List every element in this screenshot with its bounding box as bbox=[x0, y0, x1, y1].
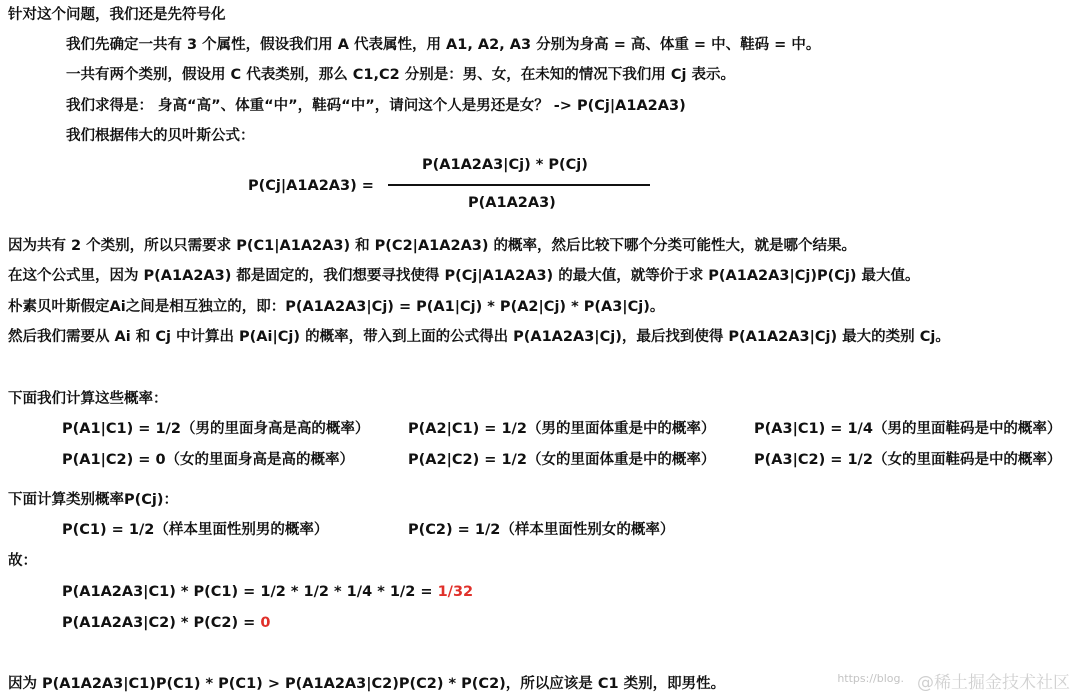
prob-a1-c1: P(A1|C1) = 1/2（男的里面身高是高的概率） bbox=[62, 421, 370, 437]
explanation-line-4: 然后我们需要从 Ai 和 Cj 中计算出 P(Ai|Cj) 的概率，带入到上面的公式得出 P(A1A2A3|Cj)，最后找到使得 P(A1A2A3|Cj) 最大的类别 Cj。 bbox=[8, 329, 950, 345]
intro-line-4: 我们根据伟大的贝叶斯公式： bbox=[66, 128, 255, 144]
intro-line-1: 我们先确定一共有 3 个属性，假设我们用 A 代表属性，用 A1, A2, A3 分别为身高 = 高、体重 = 中、鞋码 = 中。 bbox=[66, 37, 821, 53]
intro-line-2: 一共有两个类别，假设用 C 代表类别，那么 C1,C2 分别是：男、女，在未知的情况下我们用 Cj 表示。 bbox=[66, 67, 736, 83]
prob-c1: P(C1) = 1/2（样本里面性别男的概率） bbox=[62, 522, 329, 538]
result-c1 bbox=[62, 582, 473, 602]
prob-c2: P(C2) = 1/2（样本里面性别女的概率） bbox=[408, 522, 675, 538]
explanation-line-2: 在这个公式里，因为 P(A1A2A3) 都是固定的，我们想要寻找使得 P(Cj|A1A2A3) 的最大值，就等价于求 P(A1A2A3|Cj)P(Cj) 最大值。 bbox=[8, 268, 920, 284]
prob-a3-c1: P(A3|C1) = 1/4（男的里面鞋码是中的概率） bbox=[754, 421, 1062, 437]
result-c1-value: 1/32 bbox=[437, 584, 474, 600]
prob-a2-c1: P(A2|C1) = 1/2（男的里面体重是中的概率） bbox=[408, 421, 716, 437]
formula-numerator: P(A1A2A3|Cj) * P(Cj) bbox=[422, 157, 588, 173]
probs-heading: 下面我们计算这些概率： bbox=[8, 391, 168, 407]
explanation-line-1: 因为共有 2 个类别，所以只需要求 P(C1|A1A2A3) 和 P(C2|A1A2A3) 的概率，然后比较下哪个分类可能性大，就是哪个结果。 bbox=[8, 238, 857, 254]
explanation-line-3: 朴素贝叶斯假定Ai之间是相互独立的，即：P(A1A2A3|Cj) = P(A1|Cj) * P(A2|Cj) * P(A3|Cj)。 bbox=[8, 299, 665, 315]
formula-lhs: P(Cj|A1A2A3) = bbox=[248, 178, 374, 194]
result-c2 bbox=[62, 613, 270, 633]
watermark-url: https://blog. bbox=[837, 672, 904, 685]
intro-line-3: 我们求得是： 身高“高”、体重“中”，鞋码“中”，请问这个人是男还是女？ -> P(Cj|A1A2A3) bbox=[66, 98, 686, 114]
result-c2-expr: P(A1A2A3|C2) * P(C2) = bbox=[62, 615, 261, 631]
prob-a3-c2: P(A3|C2) = 1/2（女的里面鞋码是中的概率） bbox=[754, 452, 1062, 468]
prob-a1-c2: P(A1|C2) = 0（女的里面身高是高的概率） bbox=[62, 452, 355, 468]
result-c1-expr: P(A1A2A3|C1) * P(C1) = 1/2 * 1/2 * 1/4 * 1/2 = bbox=[62, 584, 438, 600]
watermark-brand: @稀土掘金技术社区 bbox=[917, 673, 1070, 693]
therefore-label: 故： bbox=[8, 553, 37, 569]
conclusion: 因为 P(A1A2A3|C1)P(C1) * P(C1) > P(A1A2A3|C2)P(C2) * P(C2)，所以应该是 C1 类别，即男性。 bbox=[8, 676, 726, 692]
fraction-bar bbox=[388, 184, 650, 186]
result-c2-value: 0 bbox=[260, 615, 271, 631]
formula-denominator: P(A1A2A3) bbox=[468, 195, 556, 211]
class-heading: 下面计算类别概率P(Cj)： bbox=[8, 492, 178, 508]
page-heading: 针对这个问题，我们还是先符号化 bbox=[8, 7, 226, 23]
prob-a2-c2: P(A2|C2) = 1/2（女的里面体重是中的概率） bbox=[408, 452, 716, 468]
